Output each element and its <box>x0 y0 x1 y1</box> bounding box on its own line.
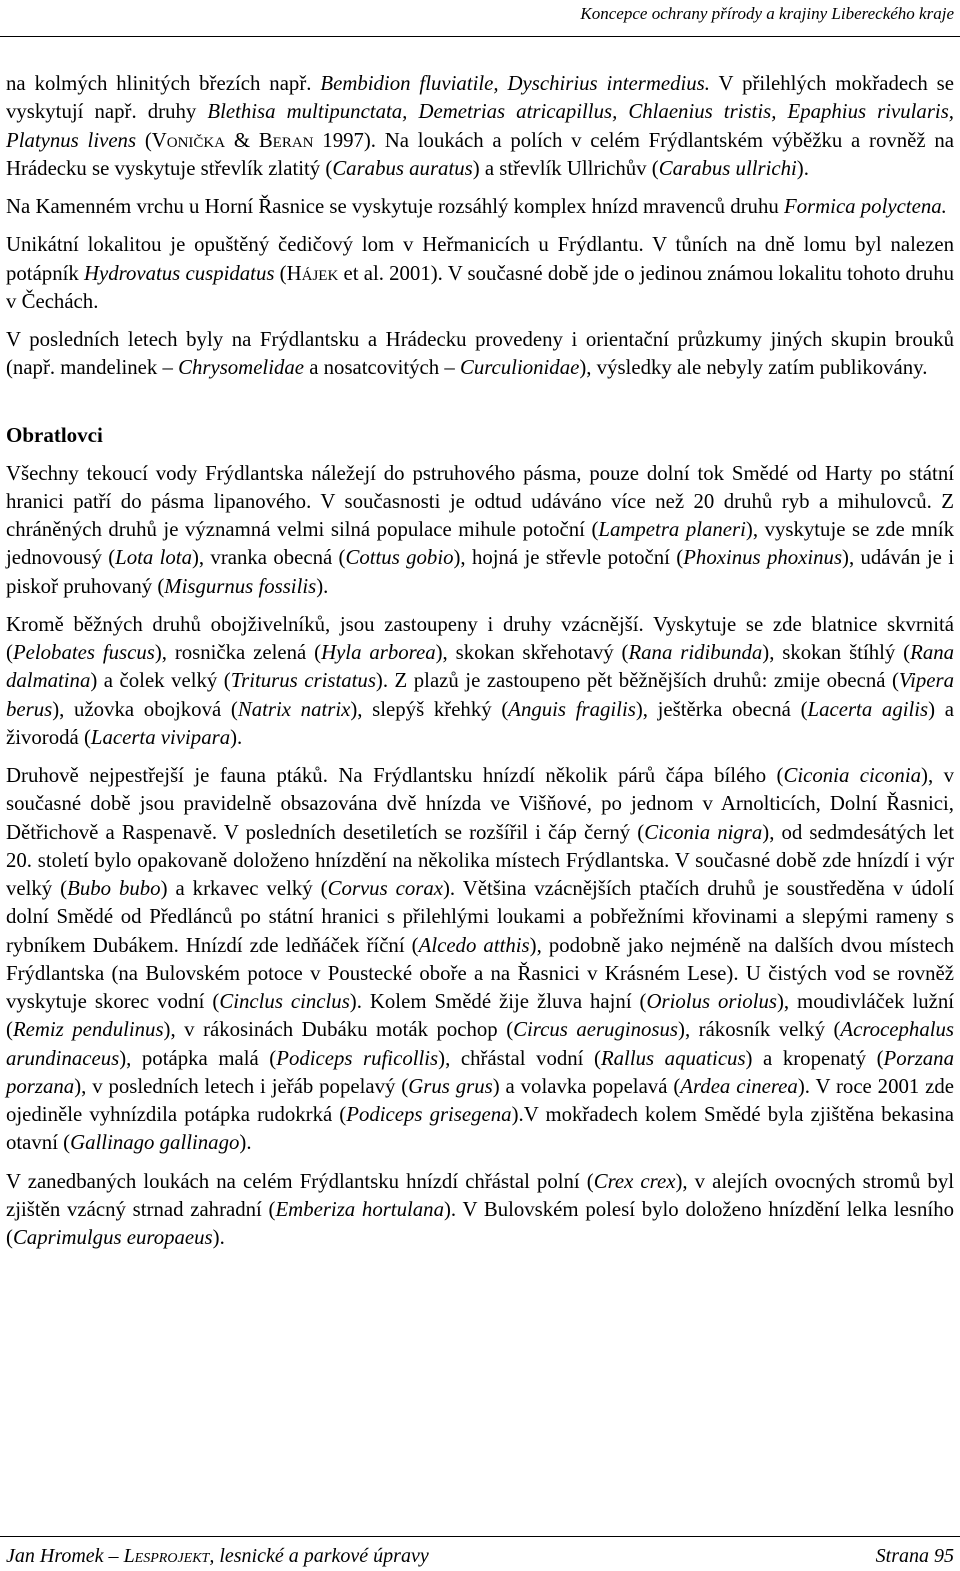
paragraph-amphibians-reptiles: Kromě běžných druhů obojživelníků, jsou zastoupeny i druhy vzácnější. Vyskytuje se zde blatnice skvrnitá (Pelobates fuscus), rosnička zelená (Hyla arborea), skokan skřehotavý (Rana ridibunda), skokan štíhlý (Rana dalmatina) a čolek velký (Triturus cristatus). Z plazů je zastoupeno pět běžnějších druhů: zmije obecná (Vipera berus), užovka obojková (Natrix natrix), slepýš křehký (Anguis fragilis), ještěrka obecná (Lacerta agilis) a živorodá (Lacerta vivipara). <box>6 612 955 749</box>
footer-author: Jan Hromek – Lesprojekt, lesnické a parkové úpravy <box>6 1545 429 1567</box>
paragraph-meadow-birds: V zanedbaných loukách na celém Frýdlantsku hnízdí chřástal polní (Crex crex), v alejích ovocných stromů byl zjištěn vzácný strnad zahradní (Emberiza hortulana). V Bulovském polesí bylo doloženo hnízdění lelka lesního (Caprimulgus europaeus). <box>6 1169 954 1249</box>
paragraph-fish: Všechny tekoucí vody Frýdlantska náležejí do pstruhového pásma, pouze dolní tok Smědé od Harty po státní hranici patří do pásma lipanového. V současnosti je odtud udáváno více než 20 druhů ryb a mihulovců. Z chráněných druhů je významná velmi silná populace mihule potoční (Lampetra planeri), vyskytuje se zde mník jednovousý (Lota lota), vranka obecná (Cottus gobio), hojná je střevle potoční (Phoxinus phoxinus), udáván je i piskoř pruhovaný (Misgurnus fossilis). <box>6 461 954 598</box>
page-header-title: Koncepce ochrany přírody a krajiny Libereckého kraje <box>580 4 954 23</box>
paragraph-beetle-surveys: V posledních letech byly na Frýdlantsku a Hrádecku provedeny i orientační průzkumy jiných skupin brouků (např. mandelinek – Chrysomelidae a nosatcovitých – Curculionidae), výsledky ale nebyly zatím publikovány. <box>6 328 954 380</box>
page-footer <box>6 1544 954 1568</box>
page-number: Strana 95 <box>875 1545 954 1567</box>
paragraph-ants: Na Kamenném vrchu u Horní Řasnice se vyskytuje rozsáhlý komplex hnízd mravenců druhu Formica polyctena. <box>6 195 947 218</box>
paragraph-beetles-1: na kolmých hlinitých březích např. Bembidion fluviatile, Dyschirius intermedius. V přilehlých mokřadech se vyskytují např. druhy Blethisa multipunctata, Demetrias atricapillus, Chlaenius tristis, Epaphius rivularis, Platynus livens (Vonička & Beran 1997). Na loukách a polích v celém Frýdlantském výběžku a rovněž na Hrádecku se vyskytuje střevlík zlatitý (Carabus auratus) a střevlík Ullrichův (Carabus ullrichi). <box>6 72 955 180</box>
header-divider <box>0 36 960 37</box>
footer-divider <box>0 1536 960 1537</box>
section-heading-vertebrates: Obratlovci <box>6 422 103 447</box>
paragraph-quarry: Unikátní lokalitou je opuštěný čedičový lom v Heřmanicích u Frýdlantu. V tůních na dně lomu byl nalezen potápník Hydrovatus cuspidatus (Hájek et al. 2001). V současné době jde o jedinou známou lokalitu tohoto druhu v Čechách. <box>6 233 954 313</box>
paragraph-birds: Druhově nejpestřejší je fauna ptáků. Na Frýdlantsku hnízdí několik párů čápa bílého (Ciconia ciconia), v současné době jsou pravidelně obsazována dvě hnízda ve Višňové, po jednom v Arnolticích, Dolní Řasnici, Dětřichově a Raspenavě. V posledních desetiletích se rozšířil i čáp černý (Ciconia nigra), od sedmdesátých let 20. století bylo opakovaně doloženo hnízdění na několika místech Frýdlantska. V současné době zde hnízdí i výr velký (Bubo bubo) a krkavec velký (Corvus corax). Většina vzácnějších ptačích druhů je soustředěna v údolí dolní Smědé od Předlánců po státní hranici s přilehlými loukami a pobřežními křovinami a slepými rameny s rybníkem Dubákem. Hnízdí zde ledňáček říční (Alcedo atthis), podobně jako nejméně na dalších dvou místech Frýdlantska (na Bulovském potoce v Poustecké oboře a na Řasnici v Krásném Lese). U čistých vod se rovněž vyskytuje skorec vodní (Cinclus cinclus). Kolem Smědé žije žluva hajní (Oriolus oriolus), moudivláček lužní (Remiz pendulinus), v rákosinách Dubáku moták pochop (Circus aeruginosus), rákosník velký (Acrocephalus arundinaceus), potápka malá (Podiceps ruficollis), chřástal vodní (Rallus aquaticus) a kropenatý (Porzana porzana), v posledních letech i jeřáb popelavý (Grus grus) a volavka popelavá (Ardea cinerea). V roce 2001 zde ojediněle vyhnízdila potápka rudokrká (Podiceps grisegena).V mokřadech kolem Smědé byla zjištěna bekasina otavní (Gallinago gallinago). <box>6 764 955 1155</box>
document-body <box>6 70 954 1252</box>
